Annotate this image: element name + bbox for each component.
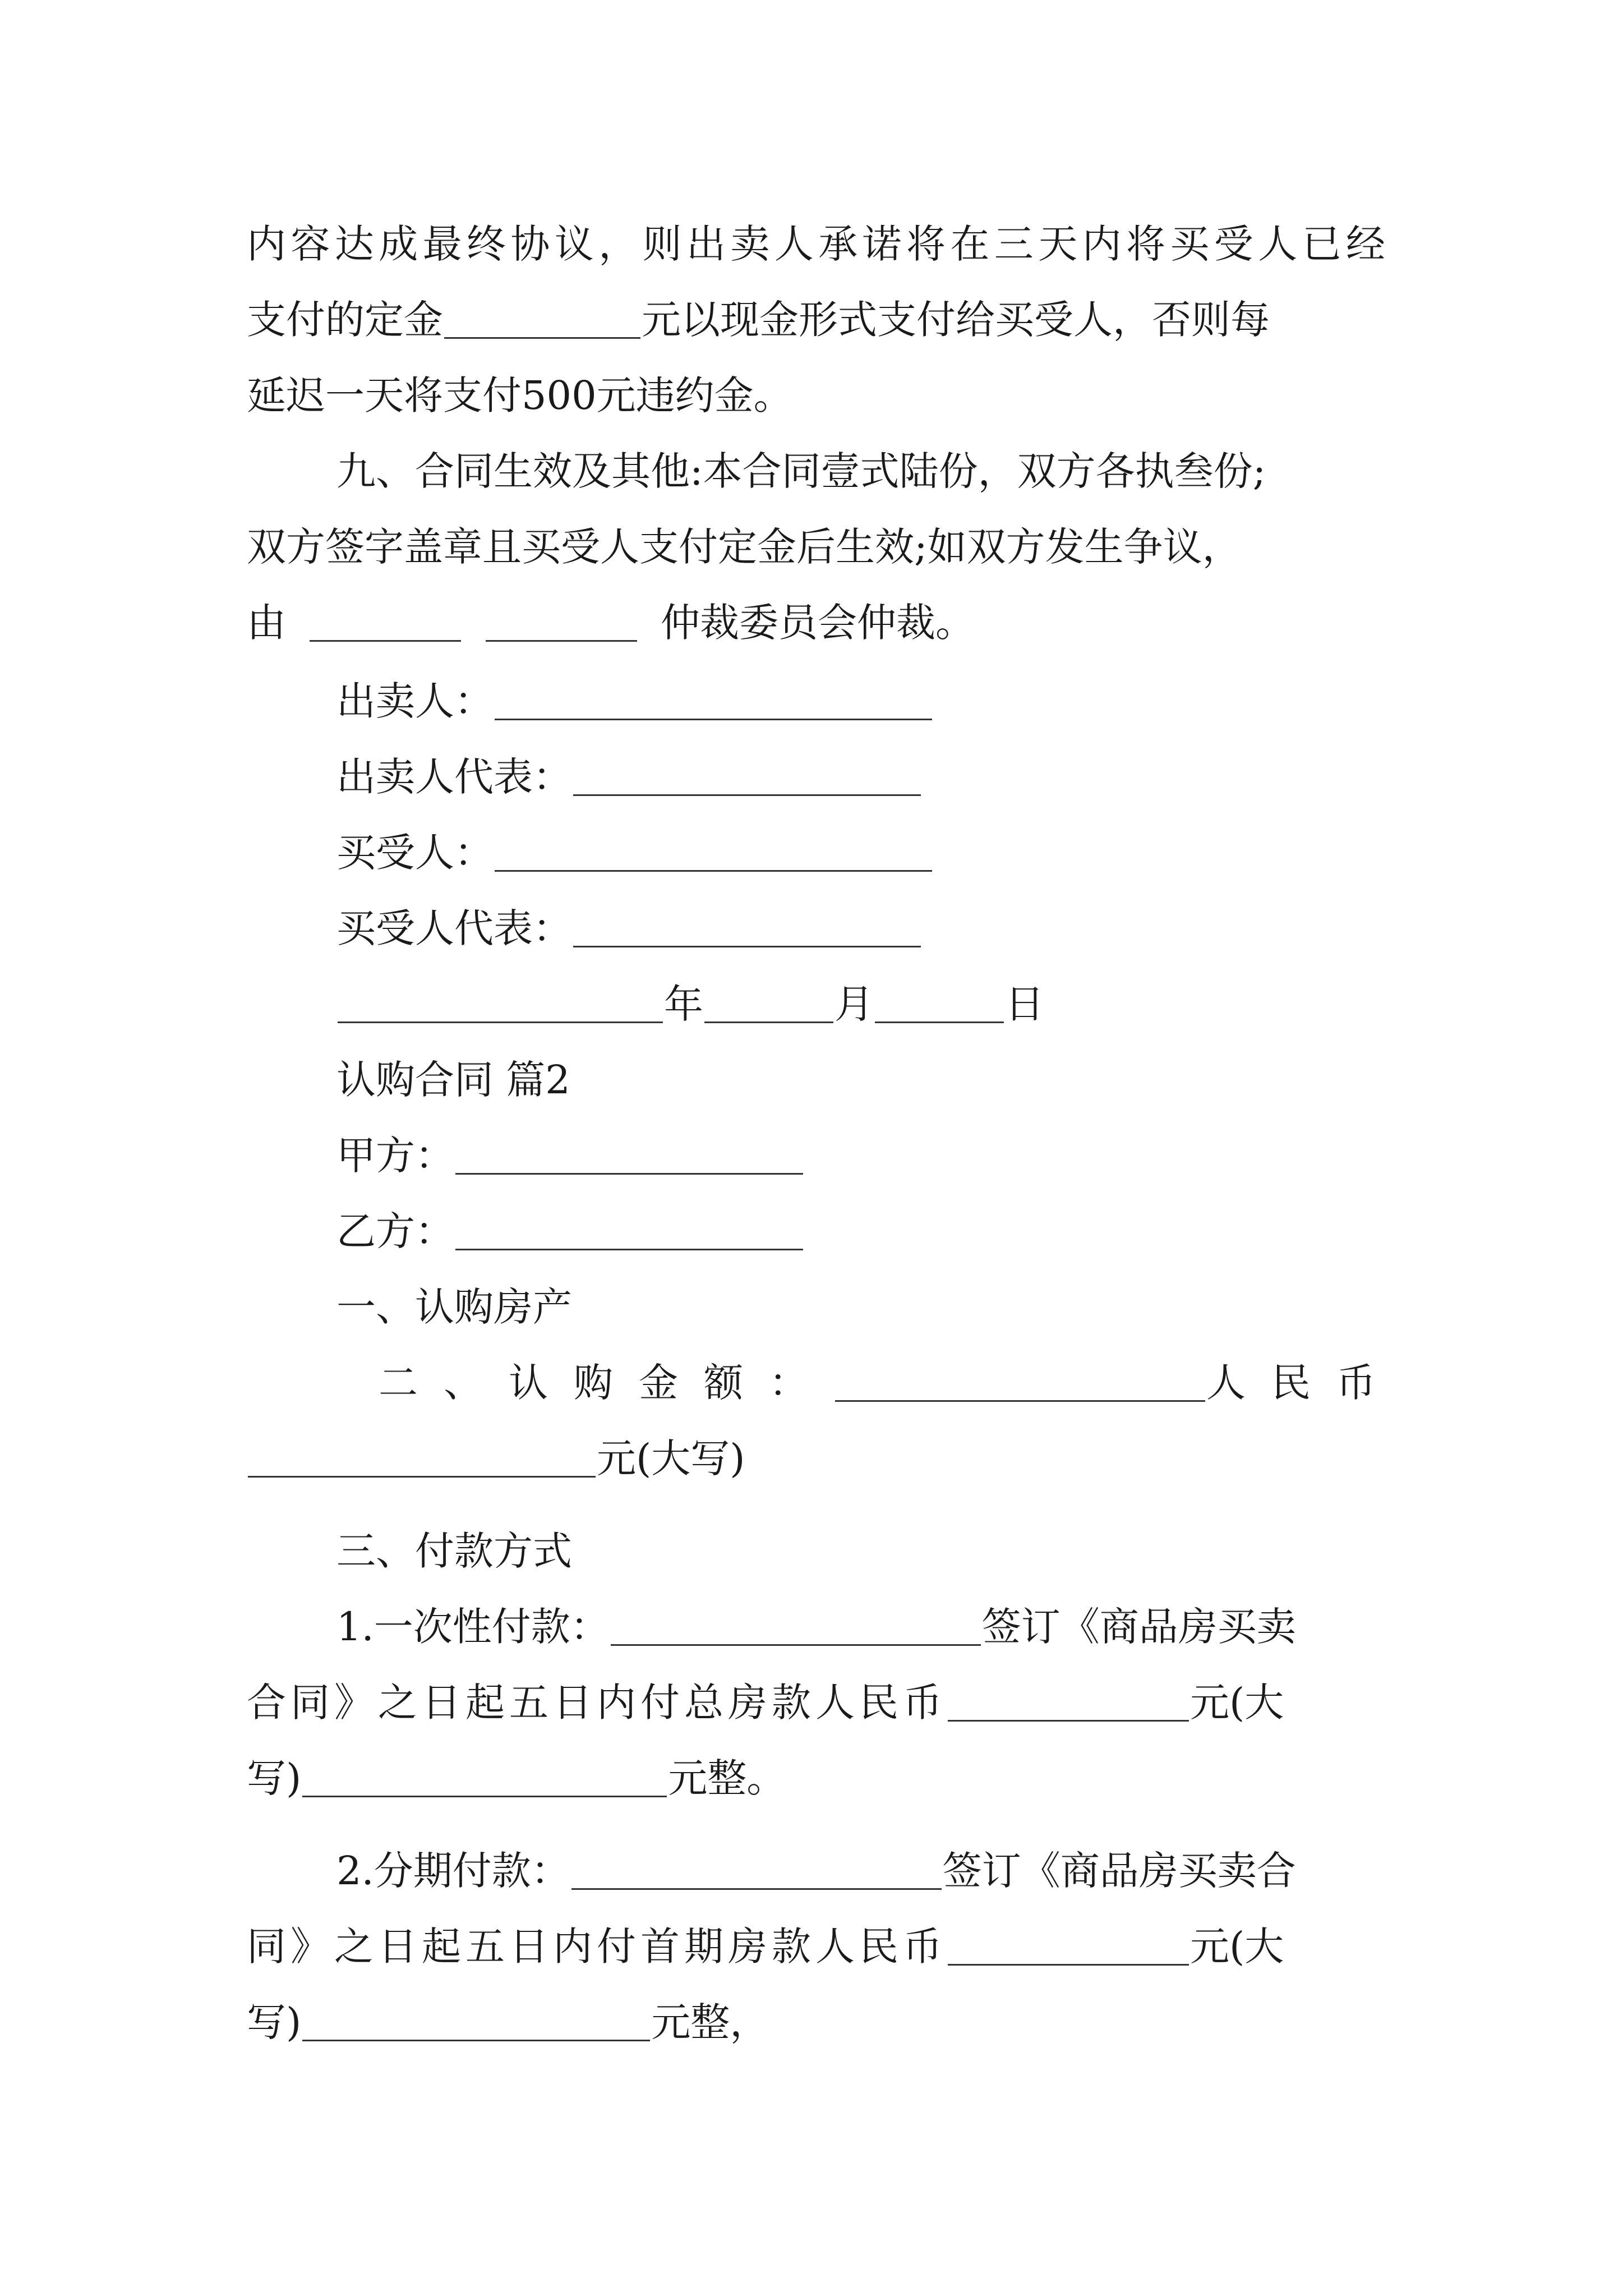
text-line — [247, 1422, 1385, 1495]
amount-words-blank — [248, 1437, 596, 1478]
seller-rep-label: 出卖人代表： — [336, 754, 572, 800]
fill-blank — [302, 1756, 667, 1797]
paragraph-text: 2.分期付款： — [336, 1848, 570, 1894]
signature-line — [336, 892, 1385, 965]
text-line — [247, 208, 1385, 280]
fill-blank-arbitration-2 — [486, 601, 637, 642]
fill-blank — [302, 2000, 650, 2041]
section-title-line — [336, 1043, 1385, 1116]
fill-blank — [571, 1849, 942, 1890]
day-blank — [875, 982, 1004, 1023]
signature-line — [336, 740, 1385, 813]
paragraph-text: 仲裁委员会仲裁。 — [661, 600, 975, 646]
text-line — [336, 435, 1385, 508]
seller-label: 出卖人： — [336, 678, 494, 724]
text-line — [336, 1515, 1385, 1588]
fill-blank-deposit — [444, 298, 640, 339]
text-line — [247, 1742, 1385, 1815]
party-a-label: 甲方： — [336, 1133, 454, 1179]
fill-blank — [948, 1925, 1189, 1966]
text-line — [247, 283, 1385, 356]
text-line — [336, 1590, 1385, 1663]
paragraph-text: 支付的定金 — [247, 297, 443, 343]
paragraph-text: 双方签字盖章且买受人支付定金后生效;如双方发生争议， — [247, 524, 1242, 570]
party-a-blank — [455, 1134, 803, 1175]
date-line — [336, 968, 1385, 1041]
buyer-rep-blank — [573, 907, 921, 947]
day-label: 日 — [1005, 981, 1044, 1027]
party-line — [336, 1119, 1385, 1192]
paragraph-text: 人民币 — [1206, 1360, 1401, 1406]
item-two-heading: 二、认购金额： — [379, 1360, 834, 1406]
paragraph-text: 元(大写) — [597, 1435, 745, 1481]
text-line — [247, 1986, 1385, 2059]
fill-blank — [948, 1681, 1189, 1722]
seller-blank — [495, 679, 932, 720]
seller-rep-blank — [573, 755, 921, 796]
paragraph-text: 延迟一天将支付500元违约金。 — [247, 372, 793, 418]
paragraph-text: 写) — [247, 1999, 302, 2045]
buyer-blank — [495, 831, 932, 872]
year-label: 年 — [664, 981, 703, 1027]
fill-blank-arbitration-1 — [310, 601, 461, 642]
paragraph-text: 由 — [247, 600, 286, 646]
fill-blank — [611, 1605, 981, 1646]
text-line — [247, 1910, 1385, 1983]
item-three-heading: 三、付款方式 — [336, 1528, 572, 1574]
amount-blank — [835, 1361, 1205, 1402]
paragraph-text: 签订《商品房买卖 — [981, 1604, 1296, 1650]
paragraph-text: 1.一次性付款： — [336, 1604, 610, 1650]
paragraph-text: 同》之日起五日内付首期房款人民币 — [247, 1924, 947, 1970]
party-b-label: 乙方： — [336, 1208, 454, 1254]
month-blank — [704, 982, 833, 1023]
paragraph-text: 元(大 — [1190, 1924, 1284, 1970]
paragraph-text: 内容达成最终协议，则出卖人承诺将在三天内将买受人已经 — [247, 221, 1385, 267]
paragraph-text: 元(大 — [1190, 1680, 1284, 1726]
buyer-label: 买受人： — [336, 830, 494, 876]
text-line — [247, 510, 1385, 583]
buyer-rep-label: 买受人代表： — [336, 905, 572, 951]
clause-nine-heading: 九、合同生效及其他:本合同壹式陆份，双方各执叁份; — [336, 448, 1266, 494]
paragraph-text: 元以现金形式支付给买受人，否则每 — [642, 297, 1270, 343]
text-line — [336, 1271, 1385, 1343]
item-one-heading: 一、认购房产 — [336, 1284, 572, 1330]
paragraph-text: 元整， — [651, 1999, 769, 2045]
signature-line — [336, 816, 1385, 889]
text-line — [379, 1346, 1401, 1419]
month-label: 月 — [834, 981, 874, 1027]
text-line — [336, 1834, 1385, 1907]
paragraph-text: 写) — [247, 1755, 302, 1801]
section-title: 认购合同 篇2 — [336, 1057, 570, 1103]
text-line — [247, 1666, 1385, 1739]
text-line — [247, 586, 1385, 659]
paragraph-text: 合同》之日起五日内付总房款人民币 — [247, 1680, 947, 1726]
text-line — [247, 359, 1385, 432]
paragraph-text: 元整。 — [668, 1755, 786, 1801]
party-b-blank — [455, 1209, 803, 1250]
signature-line — [336, 665, 1385, 738]
party-line — [336, 1195, 1385, 1268]
paragraph-text: 签订《商品房买卖合 — [942, 1848, 1296, 1894]
year-blank — [338, 982, 663, 1023]
